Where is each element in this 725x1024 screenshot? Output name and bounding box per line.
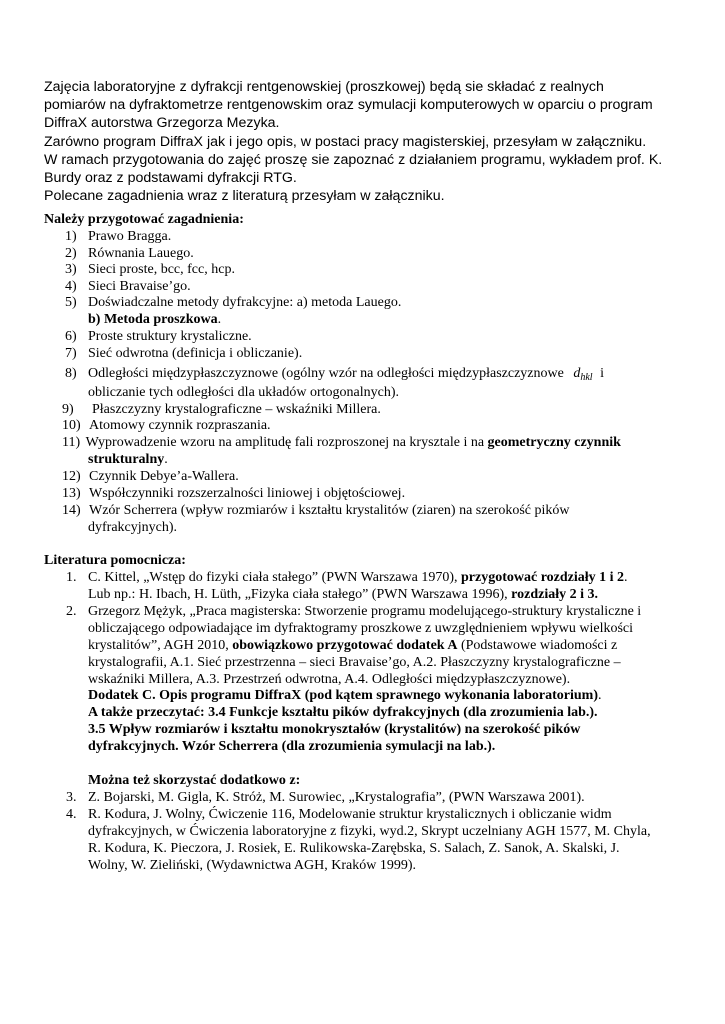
reference-line: dyfrakcyjnych. Wzór Scherrera (dla zrozumienia symulacji na lab.). (88, 739, 496, 754)
list-item-text: Sieci Bravaise’go. (88, 279, 191, 294)
reference-text: krystalitów”, AGH 2010, (88, 638, 229, 653)
reference-bold: przygotować rozdziały 1 i 2 (461, 570, 625, 585)
intro-line: DiffraX autorstwa Grzegorza Mezyka. (44, 115, 280, 132)
list-item-text: Równania Lauego. (88, 246, 194, 261)
literature-heading: Literatura pomocnicza: (44, 553, 186, 568)
reference-punct: . (597, 688, 602, 703)
reference-bold: rozdziały 2 i 3. (511, 587, 598, 602)
list-item-text: Płaszczyzny krystalograficzne – wskaźniki Millera. (92, 402, 381, 417)
list-item-number: 4) (65, 279, 77, 294)
list-item-punct: . (164, 452, 168, 467)
list-item-number: 6) (65, 329, 77, 344)
list-item-number: 11) (62, 435, 81, 450)
reference-line (88, 587, 598, 603)
list-item-number: 1) (65, 229, 77, 244)
formula-variable: d (573, 366, 581, 381)
reference-line: Wolny, W. Zieliński, (Wydawnictwa AGH, Kraków 1999). (88, 858, 417, 873)
reference-line: R. Kodura, J. Wolny, Ćwiczenie 116, Modelowanie struktur krystalicznych i obliczanie widm (88, 807, 612, 822)
reference-text: C. Kittel, „Wstęp do fizyki ciała stałego” (PWN Warszawa 1970), (88, 570, 458, 585)
list-item-bold: strukturalny (88, 452, 165, 467)
list-item-punct: . (217, 312, 222, 327)
reference-text: Lub np.: H. Ibach, H. Lüth, „Fizyka ciała stałego” (PWN Warszawa 1996), (88, 587, 508, 602)
reference-line: obliczającego odpowiadające im dyfraktogramy proszkowe z uwzględnieniem wpływu wielkości (88, 621, 634, 636)
intro-line: W ramach przygotowania do zajęć proszę sie zapoznać z działaniem programu, wykładem prof. K. (44, 151, 663, 168)
list-item-number: 10) (62, 418, 81, 433)
list-item-text: Doświadczalne metody dyfrakcyjne: a) metoda Lauego. (88, 295, 402, 310)
intro-line: Polecane zagadnienia wraz z literaturą przesyłam w załączniku. (44, 188, 445, 205)
reference-bold: Dodatek C. Opis programu DiffraX (pod kątem sprawnego wykonania laboratorium) (88, 688, 598, 703)
list-item-tail: i (600, 366, 604, 381)
reference-text: (Podstawowe wiadomości z (460, 638, 618, 653)
formula-subscript: hkl (580, 372, 593, 383)
reference-line: krystalografii, A.1. Sieć przestrzenna – sieci Bravaise’go, A.2. Płaszczyzny krystalograficzne – (88, 655, 621, 670)
list-item-number: 14) (62, 503, 81, 518)
intro-line: Burdy oraz z podstawami dyfrakcji RTG. (44, 170, 297, 187)
list-item-number: 8) (65, 366, 77, 381)
list-item-number: 9) (62, 402, 74, 417)
list-item-text: Sieci proste, bcc, fcc, hcp. (88, 262, 235, 277)
list-item-text: Wzór Scherrera (wpływ rozmiarów i kształtu krystalitów (ziaren) na szerokość pików (89, 503, 570, 518)
list-item-number: 3) (65, 262, 77, 277)
list-item-continuation: obliczanie tych odległości dla układów ortogonalnych). (88, 385, 400, 400)
reference-line (88, 688, 601, 704)
list-item-text: Sieć odwrotna (definicja i obliczanie). (88, 346, 303, 361)
list-item-number: 2. (66, 604, 77, 619)
list-item (88, 312, 221, 328)
reference-line: dyfrakcyjnych, w Ćwiczenia laboratoryjne z fizyki, wyd.2, Skrypt uczelniany AGH 1577, M. Chyla, (88, 824, 651, 839)
list-item-text-main: Odległości międzypłaszczyznowe (ogólny wzór na odległości międzypłaszczyznowe (88, 366, 564, 381)
list-item-number: 3. (66, 790, 77, 805)
list-item-text: Wyprowadzenie wzoru na amplitudę fali rozproszonej na krysztale i na (85, 435, 485, 450)
list-item-number: 5) (65, 295, 77, 310)
list-item (62, 435, 621, 451)
reference-line: Z. Bojarski, M. Gigla, K. Stróż, M. Surowiec, „Krystalografia”, (PWN Warszawa 2001). (88, 790, 585, 805)
intro-line: Zarówno program DiffraX jak i jego opis, w postaci pracy magisterskiej, przesyłam w załączniku. (44, 133, 647, 150)
intro-line: Zajęcia laboratoryjne z dyfrakcji rentgenowskiej (proszkowej) będą sie składać z realnych (44, 79, 604, 95)
extra-literature-heading: Można też skorzystać dodatkowo z: (88, 773, 301, 788)
list-item-continuation: dyfrakcyjnych). (88, 520, 178, 535)
reference-line: Grzegorz Mężyk, „Praca magisterska: Stworzenie programu modelującego-struktury krystaliczne i (88, 604, 642, 619)
list-item-text: Współczynniki rozszerzalności liniowej i objętościowej. (89, 486, 406, 501)
list-item-text: Proste struktury krystaliczne. (88, 329, 252, 344)
reference-line: A także przeczytać: 3.4 Funkcje kształtu pików dyfrakcyjnych (dla zrozumienia lab.). (88, 705, 598, 720)
intro-line: pomiarów na dyfraktometrze rentgenowskim oraz symulacji komputerowych w oparciu o program (44, 97, 653, 114)
reference-punct: . (624, 570, 628, 585)
list-item-number: 7) (65, 346, 77, 361)
list-item-number: 2) (65, 246, 77, 261)
list-item-number: 12) (62, 469, 81, 484)
list-item-number: 13) (62, 486, 81, 501)
list-item-continuation (88, 452, 168, 468)
reference-line: R. Kodura, K. Pieczora, J. Rosiek, E. Rulikowska-Zarębska, S. Salach, Z. Sanok, A. Skalski, J. (88, 841, 620, 856)
list-item-text: Prawo Bragga. (88, 229, 172, 244)
reference-line (88, 638, 617, 654)
intro-paragraph (44, 78, 694, 205)
list-item-bold: b) Metoda proszkowa (88, 312, 218, 327)
topics-heading: Należy przygotować zagadnienia: (44, 212, 244, 227)
list-item-text: Atomowy czynnik rozpraszania. (89, 418, 271, 433)
reference-line: 3.5 Wpływ rozmiarów i kształtu monokryształów (krystalitów) na szerokość pików (88, 722, 581, 737)
list-item-text: Czynnik Debye’a-Wallera. (89, 469, 239, 484)
reference-bold: obowiązkowo przygotować dodatek A (232, 638, 458, 653)
reference-line: wskaźniki Millera, A.3. Przestrzeń odwrotna, A.4. Odległości międzypłaszczyznowe). (88, 672, 571, 687)
list-item-bold: geometryczny czynnik (487, 435, 621, 450)
list-item-text (88, 366, 604, 383)
list-item-number: 1. (66, 570, 77, 585)
list-item-number: 4. (66, 807, 77, 822)
reference-line (88, 570, 628, 586)
